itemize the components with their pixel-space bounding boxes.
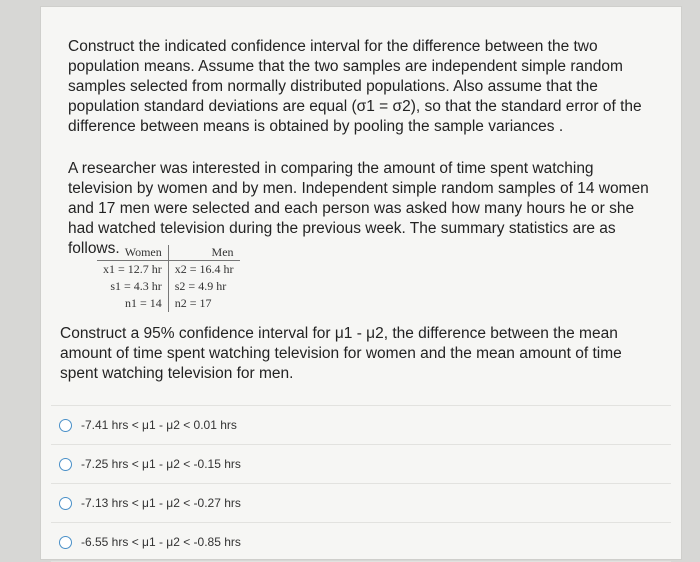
radio-button[interactable]	[59, 419, 72, 432]
radio-button[interactable]	[59, 497, 72, 510]
radio-button[interactable]	[59, 536, 72, 549]
summary-statistics-table	[97, 245, 240, 312]
answer-option[interactable]	[51, 445, 671, 484]
question-page	[40, 6, 682, 560]
header-women: Women	[97, 245, 168, 261]
answer-option-label: -7.25 hrs < μ1 - μ2 < -0.15 hrs	[81, 457, 241, 471]
problem-text: A researcher was interested in comparing the amount of time spent watching television by women and by men. Independent simple random samples of 14 women and 17 men were selected and each person was asked how many hours he or she had watched television during the previous week. The summary statistics are as follows.	[68, 160, 649, 257]
women-sd: s1 = 4.3 hr	[97, 278, 168, 295]
instructions-text: Construct the indicated confidence interval for the difference between the two population means. Assume that the two samples are independent simple random samples selected from normally distributed populations. Also assume that the population standard deviations are equal (σ1 = σ2), so that the standard error of the difference between means is obtained by pooling the sample variances .	[68, 38, 642, 135]
header-men: Men	[168, 245, 239, 261]
women-mean: x1 = 12.7 hr	[97, 261, 168, 279]
answer-option[interactable]	[51, 484, 671, 523]
answer-option-label: -7.13 hrs < μ1 - μ2 < -0.27 hrs	[81, 496, 241, 510]
men-mean: x2 = 16.4 hr	[174, 262, 234, 276]
answer-option-label: -6.55 hrs < μ1 - μ2 < -0.85 hrs	[81, 535, 241, 549]
answer-option[interactable]	[51, 523, 671, 562]
men-sd: s2 = 4.9 hr	[174, 279, 227, 293]
women-n: n1 = 14	[97, 295, 168, 312]
answer-options	[51, 405, 671, 562]
men-n: n2 = 17	[174, 296, 212, 310]
construct-prompt: Construct a 95% confidence interval for μ1 - μ2, the difference between the mean amount of time spent watching television for women and the mean amount of time spent watching television for men.	[60, 325, 622, 382]
radio-button[interactable]	[59, 458, 72, 471]
answer-option[interactable]	[51, 405, 671, 445]
answer-option-label: -7.41 hrs < μ1 - μ2 < 0.01 hrs	[81, 418, 237, 432]
